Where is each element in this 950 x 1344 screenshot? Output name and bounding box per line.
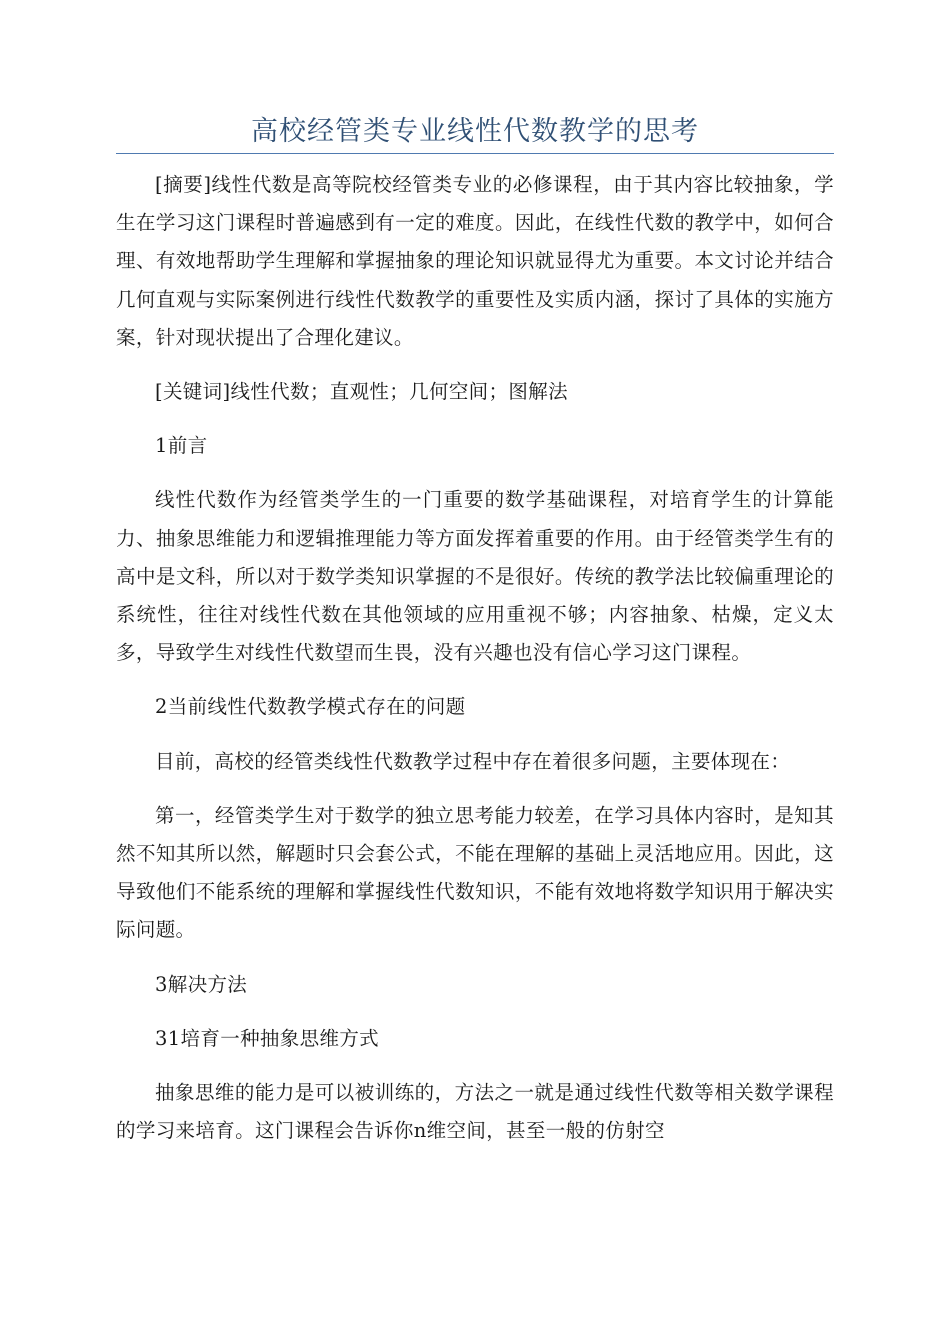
body-paragraph-2: 目前，高校的经管类线性代数教学过程中存在着很多问题，主要体现在： bbox=[155, 749, 791, 773]
body-paragraph-1: 线性代数作为经管类学生的一门重要的数学基础课程，对培育学生的计算能力、抽象思维能力和逻辑推理能力等方面发挥着重要的作用。由于经管类学生有的高中是文科，所以对于数学类知识掌握的不是很好。传统的教学法比较偏重理论的系统性，往往对线性代数在其他领域的应用重视不够；内容抽象、枯燥，定义太多，导致学生对线性代数望而生畏，没有兴趣也没有信心学习这门课程。 bbox=[116, 488, 834, 665]
section-heading-3: 3解决方法 bbox=[155, 972, 248, 996]
body-paragraph-3: 第一，经管类学生对于数学的独立思考能力较差，在学习具体内容时，是知其然不知其所以然，解题时只会套公式，不能在理解的基础上灵活地应用。因此，这导致他们不能系统的理解和掌握线性代数知识，不能有效地将数学知识用于解决实际问题。 bbox=[116, 803, 834, 942]
subsection-heading-3-1: 31培育一种抽象思维方式 bbox=[155, 1026, 380, 1050]
section-heading-2: 2当前线性代数教学模式存在的问题 bbox=[155, 695, 466, 719]
body-paragraph-4: 抽象思维的能力是可以被训练的，方法之一就是通过线性代数等相关数学课程的学习来培育。这门课程会告诉你n维空间，甚至一般的仿射空 bbox=[116, 1081, 834, 1143]
abstract-paragraph: [摘要]线性代数是高等院校经管类专业的必修课程，由于其内容比较抽象，学生在学习这门课程时普遍感到有一定的难度。因此，在线性代数的教学中，如何合理、有效地帮助学生理解和掌握抽象的理论知识就显得尤为重要。本文讨论并结合几何直观与实际案例进行线性代数教学的重要性及实质内涵，探讨了具体的实施方案，针对现状提出了合理化建议。 bbox=[116, 173, 834, 349]
document-title: 高校经管类专业线性代数教学的思考 bbox=[251, 116, 699, 147]
document-body bbox=[116, 166, 834, 1150]
section-heading-1: 1前言 bbox=[155, 434, 208, 458]
title-underline bbox=[116, 153, 834, 154]
keywords-paragraph: [关键词]线性代数；直观性；几何空间；图解法 bbox=[155, 380, 568, 404]
